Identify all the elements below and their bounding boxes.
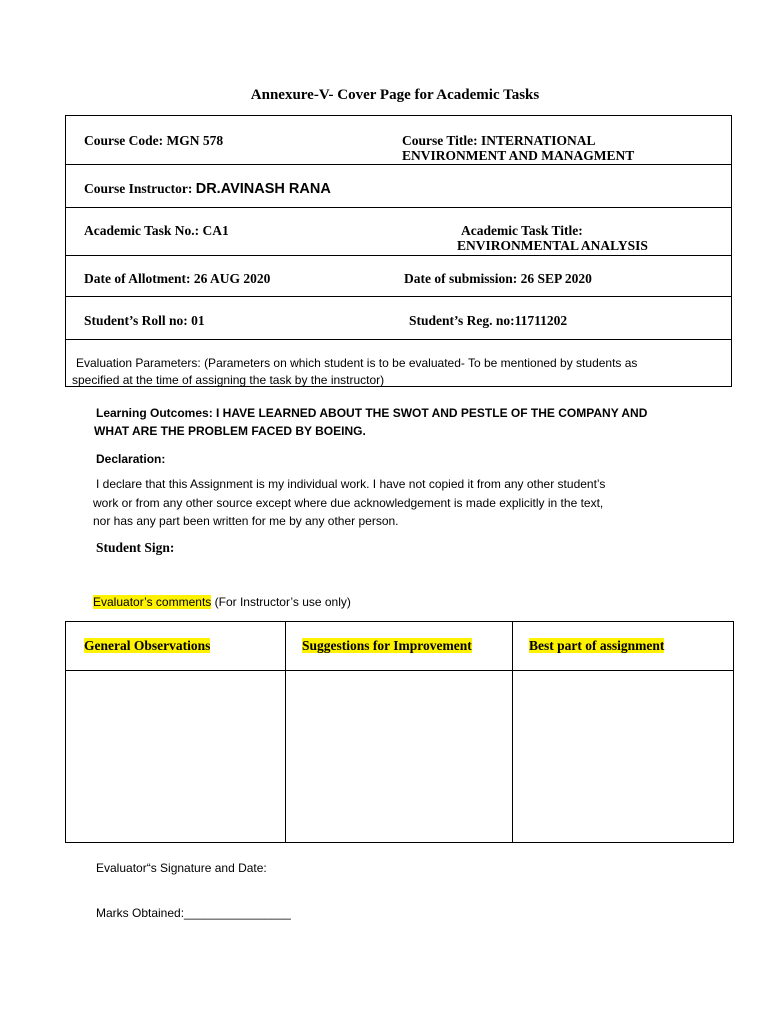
- declaration-label: Declaration:: [96, 452, 166, 466]
- table-column-divider: [512, 622, 513, 842]
- evaluator-signature: Evaluator“s Signature and Date:: [96, 861, 267, 875]
- table-header-text: General Observations: [84, 638, 211, 653]
- academic-task-title-label: Academic Task Title:: [461, 223, 583, 238]
- academic-task-title-value: ENVIRONMENTAL ANALYSIS: [457, 238, 648, 253]
- course-instructor: [84, 181, 331, 197]
- evaluator-comments-heading: [93, 593, 351, 611]
- course-instructor-name: DR.AVINASH RANA: [195, 181, 331, 197]
- declaration-line1: I declare that this Assignment is my individual work. I have not copied it from any other student’s: [96, 477, 606, 491]
- marks-obtained: Marks Obtained:________________: [96, 906, 291, 920]
- declaration-line3: nor has any part been written for me by any other person.: [93, 514, 399, 528]
- table-header-suggestions: [302, 638, 472, 654]
- evaluator-comments-note: (For Instructor’s use only): [211, 595, 351, 609]
- row-divider: [66, 164, 731, 165]
- student-roll-no: Student’s Roll no: 01: [84, 313, 205, 328]
- page-title: Annexure-V- Cover Page for Academic Tasks: [250, 87, 540, 103]
- evaluator-table: [65, 621, 734, 843]
- student-sign: Student Sign:: [96, 540, 175, 555]
- row-divider: [66, 255, 731, 256]
- academic-task-no: Academic Task No.: CA1: [84, 223, 229, 238]
- learning-outcomes-line1: Learning Outcomes: I HAVE LEARNED ABOUT THE SWOT AND PESTLE OF THE COMPANY AND: [96, 406, 648, 420]
- date-of-allotment: Date of Allotment: 26 AUG 2020: [84, 271, 271, 286]
- row-divider: [66, 296, 731, 297]
- learning-outcomes-line2: WHAT ARE THE PROBLEM FACED BY BOEING.: [94, 424, 366, 438]
- course-title-line2: ENVIRONMENT AND MANAGMENT: [402, 148, 635, 163]
- evaluation-parameters-line1: Evaluation Parameters: (Parameters on which student is to be evaluated- To be mentioned by students as: [76, 356, 638, 370]
- table-column-divider: [285, 622, 286, 842]
- row-divider: [66, 339, 731, 340]
- course-code: Course Code: MGN 578: [84, 133, 224, 148]
- table-header-text: Best part of assignment: [529, 638, 665, 653]
- evaluation-parameters-line2: specified at the time of assigning the task by the instructor): [72, 373, 385, 387]
- declaration-line2: work or from any other source except where due acknowledgement is made explicitly in the text,: [93, 496, 604, 510]
- table-header-text: Suggestions for Improvement: [302, 638, 472, 653]
- table-header-best-part: [529, 638, 664, 654]
- evaluator-comments-label: Evaluator’s comments: [93, 595, 212, 609]
- date-of-submission: Date of submission: 26 SEP 2020: [404, 271, 592, 286]
- course-title-line1: Course Title: INTERNATIONAL: [402, 133, 596, 148]
- student-reg-no: Student’s Reg. no:11711202: [409, 313, 568, 328]
- table-header-divider: [66, 670, 733, 671]
- course-instructor-label: Course Instructor:: [84, 181, 196, 196]
- row-divider: [66, 207, 731, 208]
- table-header-general-observations: [84, 638, 210, 654]
